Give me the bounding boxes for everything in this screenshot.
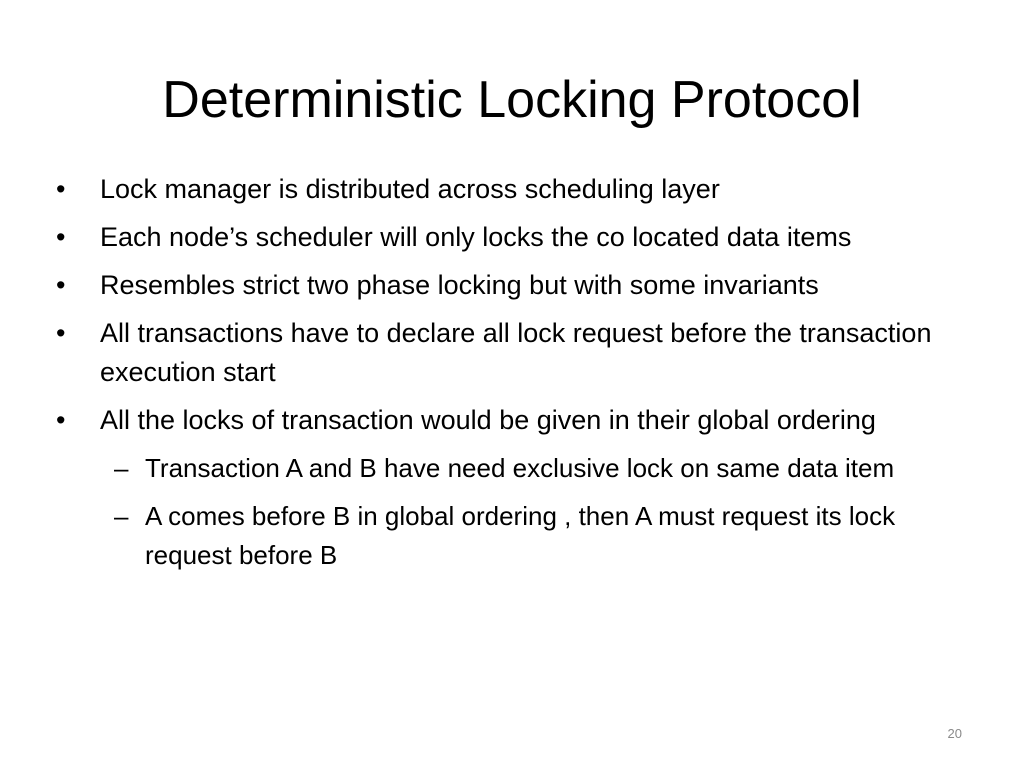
bullet-item	[56, 266, 956, 305]
bullet-marker: •	[56, 174, 66, 204]
sub-bullet-marker: –	[114, 453, 129, 483]
sub-bullet-text: A comes before B in global ordering , then A must request its lock request before B	[145, 501, 896, 570]
bullet-item	[56, 314, 956, 392]
bullet-text: Lock manager is distributed across scheduling layer	[100, 174, 720, 204]
bullet-marker: •	[56, 405, 66, 435]
bullet-marker: •	[56, 270, 66, 300]
sub-bullet-item	[56, 497, 956, 575]
bullet-text: Resembles strict two phase locking but with some invariants	[100, 270, 819, 300]
bullet-item	[56, 218, 956, 257]
sub-bullet-item	[56, 449, 956, 488]
bullet-text: All transactions have to declare all lock request before the transaction execution start	[100, 318, 932, 387]
bullet-list	[56, 170, 956, 584]
bullet-marker: •	[56, 222, 66, 252]
sub-bullet-text: Transaction A and B have need exclusive lock on same data item	[145, 453, 895, 483]
page-number: 20	[947, 726, 962, 741]
bullet-text: All the locks of transaction would be given in their global ordering	[100, 405, 876, 435]
slide-title: Deterministic Locking Protocol	[162, 71, 862, 129]
bullet-item	[56, 170, 956, 209]
sub-bullet-marker: –	[114, 501, 129, 531]
bullet-marker: •	[56, 318, 66, 348]
bullet-item	[56, 401, 956, 440]
bullet-text: Each node’s scheduler will only locks the co located data items	[100, 222, 852, 252]
